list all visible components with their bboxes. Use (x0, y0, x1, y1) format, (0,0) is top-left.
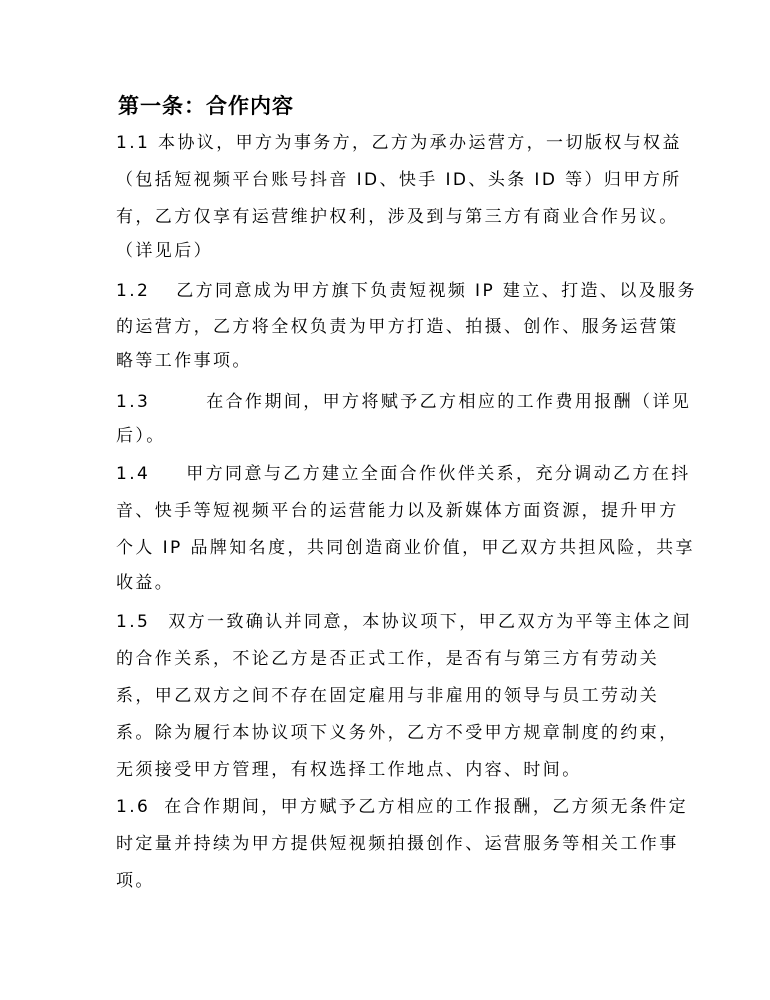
paragraph-line: （包括短视频平台账号抖音 ID、快手 ID、头条 ID 等）归甲方所 (116, 170, 682, 190)
clause-number: 1.5 (116, 612, 151, 632)
paragraph-line: 收益。 (116, 573, 175, 593)
paragraph-line: 的合作关系，不论乙方是否正式工作，是否有与第三方有劳动关 (116, 649, 660, 669)
paragraph-line: 的运营方，乙方将全权负责为甲方打造、拍摄、创作、服务运营策 (116, 317, 679, 337)
paragraph-line: 后）。 (116, 426, 166, 446)
paragraph-line: 项。 (116, 871, 155, 891)
clause-text: 乙方同意成为甲方旗下负责短视频 IP 建立、打造、以及服务 (176, 281, 697, 301)
paragraph-line: 1.1 本协议，甲方为事务方，乙方为承办运营方，一切版权与权益 (116, 133, 682, 153)
paragraph-line: 个人 IP 品牌知名度，共同创造商业价值，甲乙双方共担风险，共享 (116, 538, 695, 558)
clause-text: 在合作期间，甲方赋予乙方相应的工作报酬，乙方须无条件定 (164, 797, 689, 817)
clause-text: 双方一致确认并同意，本协议项下，甲乙双方为平等主体之间 (168, 612, 693, 632)
paragraph-line: 系。除为履行本协议项下义务外，乙方不受甲方规章制度的约束， (116, 723, 679, 743)
section-heading: 第一条：合作内容 (118, 94, 294, 118)
paragraph-line (116, 391, 691, 413)
paragraph-line (116, 796, 688, 818)
clause-number: 1.3 (116, 392, 151, 412)
paragraph-line: 系，甲乙双方之间不存在固定雇用与非雇用的领导与员工劳动关 (116, 686, 660, 706)
paragraph-line (116, 280, 697, 302)
paragraph-line: 时定量并持续为甲方提供短视频拍摄创作、运营服务等相关工作事 (116, 834, 679, 854)
paragraph-line: （详见后） (116, 241, 213, 261)
clause-text: 在合作期间，甲方将赋予乙方相应的工作费用报酬（详见 (206, 392, 692, 412)
clause-text: 甲方同意与乙方建立全面合作伙伴关系，充分调动乙方在抖 (186, 464, 691, 484)
paragraph-line: 无须接受甲方管理，有权选择工作地点、内容、时间。 (116, 760, 582, 780)
paragraph-line: 略等工作事项。 (116, 351, 252, 371)
clause-number: 1.6 (116, 797, 151, 817)
paragraph-line (116, 611, 692, 633)
paragraph-line: 有，乙方仅享有运营维护权利，涉及到与第三方有商业合作另议。 (116, 207, 679, 227)
paragraph-line (116, 463, 691, 485)
clause-number: 1.2 (116, 281, 151, 301)
clause-number: 1.4 (116, 464, 151, 484)
paragraph-line: 音、快手等短视频平台的运营能力以及新媒体方面资源，提升甲方 (116, 501, 679, 521)
